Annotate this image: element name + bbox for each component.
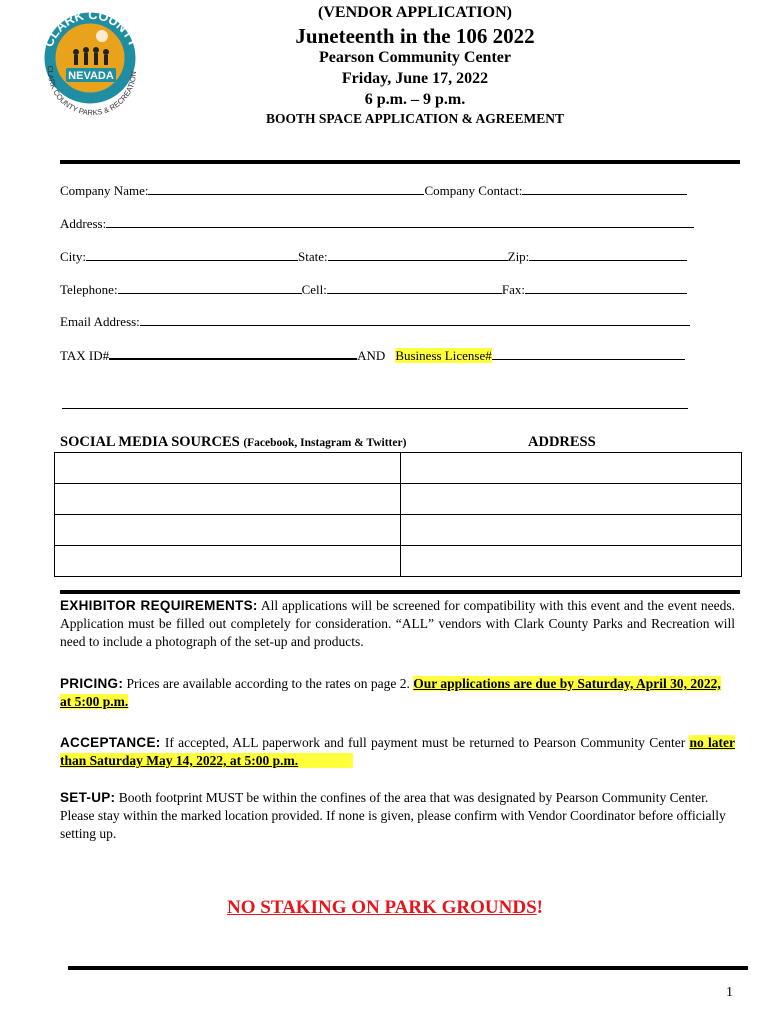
social-cell[interactable]: [55, 453, 401, 484]
setup: [60, 789, 735, 843]
svg-text:CLARK COUNTY PARKS & RECREATIO: CLARK COUNTY PARKS & RECREATION: [45, 65, 139, 118]
business-license-field[interactable]: [492, 347, 685, 360]
clark-county-logo: [32, 8, 150, 118]
city-field[interactable]: [86, 248, 298, 261]
address-cell[interactable]: [401, 546, 742, 577]
row-tax: [60, 346, 685, 364]
company-name-label: Company Name:: [60, 183, 149, 198]
zip-label: Zip:: [507, 249, 530, 264]
acceptance: [60, 734, 735, 770]
row-email: [60, 313, 690, 330]
social-cell[interactable]: [55, 484, 401, 515]
address-heading: ADDRESS: [528, 434, 596, 450]
setup-text: Booth footprint MUST be within the confines of the area that was designated by Pearson Community Center. Please stay within the marked location provided. If none is given, please confirm with Vendor Coordinator before officially setting up.: [60, 790, 726, 841]
tax-id-label: TAX ID#: [60, 348, 110, 363]
address-label: Address:: [60, 216, 107, 231]
event-date: Friday, June 17, 2022: [341, 70, 489, 87]
page-number: 1: [726, 985, 733, 1000]
exhibitor-requirements: [60, 597, 735, 651]
social-cell[interactable]: [55, 515, 401, 546]
tax-id-field[interactable]: [109, 346, 357, 360]
cell-field[interactable]: [327, 281, 502, 294]
exhibitor-text: All applications will be screened for compatibility with this event and the event needs. Application must be filled out completely for consideration. “ALL” vendors with Clark County Parks and Recreation will need to include a photograph of the set-up and products.: [60, 598, 735, 649]
email-field[interactable]: [140, 313, 690, 326]
fax-label: Fax:: [501, 282, 525, 297]
row-company: [60, 182, 687, 199]
telephone-label: Telephone:: [60, 282, 118, 297]
company-contact-field[interactable]: [522, 182, 687, 195]
address-cell[interactable]: [401, 484, 742, 515]
requirements-divider: [60, 590, 740, 594]
pricing: [60, 675, 735, 711]
table-row: [55, 453, 742, 484]
acceptance-label: ACCEPTANCE:: [60, 735, 161, 750]
venue: Pearson Community Center: [319, 49, 511, 66]
vendor-application-label: (VENDOR APPLICATION): [318, 4, 512, 21]
row-city: [60, 248, 687, 265]
pricing-text: Prices are available according to the rates on page 2.: [126, 676, 410, 691]
state-label: State:: [298, 249, 328, 264]
city-label: City:: [60, 249, 87, 264]
extra-line: [62, 408, 688, 409]
social-cell[interactable]: [55, 546, 401, 577]
social-media-table: [54, 452, 742, 577]
telephone-field[interactable]: [118, 281, 302, 294]
zip-field[interactable]: [529, 248, 687, 261]
business-license-label: Business License#: [395, 348, 492, 363]
social-heading: SOCIAL MEDIA SOURCES (Facebook, Instagram & Twitter): [60, 434, 407, 450]
and-label: AND: [357, 348, 386, 363]
social-subheading: (Facebook, Instagram & Twitter): [243, 437, 407, 449]
acceptance-text: If accepted, ALL paperwork and full payment must be returned to Pearson Community Center: [164, 735, 686, 750]
table-row: [55, 484, 742, 515]
table-row: [55, 546, 742, 577]
svg-text:CLARK COUNTY: CLARK COUNTY: [40, 8, 142, 50]
row-address: [60, 215, 694, 232]
company-name-field[interactable]: [148, 182, 424, 195]
booth-subtitle: BOOTH SPACE APPLICATION & AGREEMENT: [265, 111, 565, 126]
header-divider: [60, 160, 740, 164]
event-title: Juneteenth in the 106 2022: [295, 24, 535, 48]
setup-label: SET-UP:: [60, 790, 116, 805]
cell-label: Cell:: [301, 282, 327, 297]
table-row: [55, 515, 742, 546]
footer-divider: [68, 966, 748, 970]
fax-field[interactable]: [525, 281, 687, 294]
address-field[interactable]: [106, 215, 694, 228]
pricing-due: Our applications are due by Saturday, April 30, 2022, at 5:00 p.m.: [60, 676, 721, 709]
event-time: 6 p.m. – 9 p.m.: [364, 91, 466, 108]
acceptance-due: no later than Saturday May 14, 2022, at 5:00 p.m.: [60, 735, 736, 768]
row-telephone: [60, 281, 687, 298]
svg-text:NEVADA: NEVADA: [68, 70, 114, 82]
address-cell[interactable]: [401, 453, 742, 484]
email-label: Email Address:: [60, 314, 140, 329]
pricing-label: PRICING:: [60, 676, 124, 691]
no-staking-warning: NO STAKING ON PARK GROUNDS!: [227, 897, 543, 918]
state-field[interactable]: [328, 248, 508, 261]
exhibitor-label: EXHIBITOR REQUIREMENTS:: [60, 598, 258, 613]
company-contact-label: Company Contact:: [424, 183, 523, 198]
address-cell[interactable]: [401, 515, 742, 546]
